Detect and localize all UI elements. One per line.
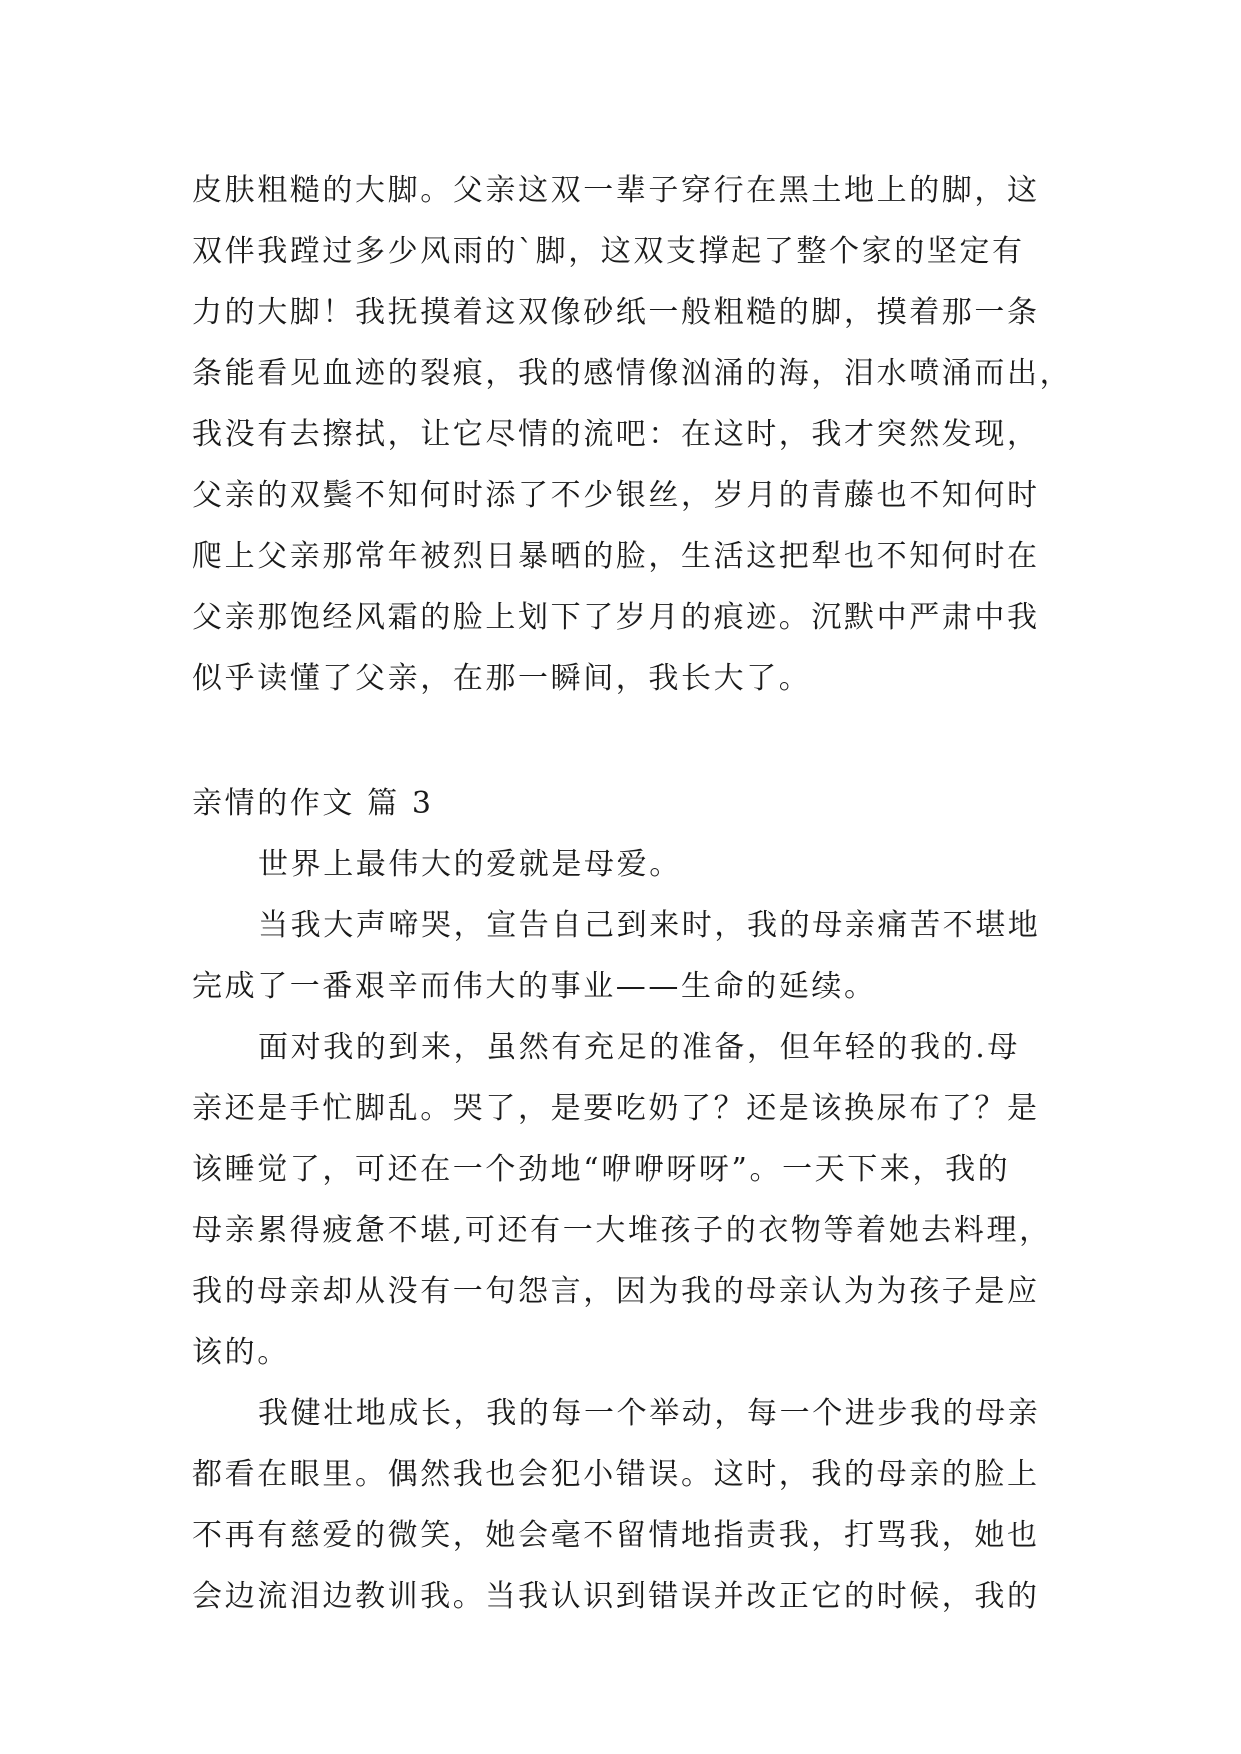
- text-line: 会边流泪边教训我。当我认识到错误并改正它的时候，我的: [192, 1579, 1040, 1614]
- previous-section-text: [192, 160, 1073, 709]
- text-line: 不再有慈爱的微笑，她会毫不留情地指责我，打骂我，她也: [192, 1518, 1040, 1553]
- paragraph-1: [192, 834, 1052, 895]
- text-line: 父亲那饱经风霜的脸上划下了岁月的痕迹。沉默中严肃中我: [192, 600, 1040, 635]
- text-line: 面对我的到来，虽然有充足的准备，但年轻的我的.母: [258, 1030, 1020, 1065]
- text-line: 我健壮地成长，我的每一个举动，每一个进步我的母亲: [258, 1396, 1041, 1431]
- paragraph-3: [192, 1017, 1052, 1383]
- section-gap: [192, 709, 1052, 773]
- text-line: 该的。: [192, 1335, 290, 1370]
- text-line: 爬上父亲那常年被烈日暴晒的脸，生活这把犁也不知何时在: [192, 539, 1040, 574]
- text-line: 完成了一番艰辛而伟大的事业——生命的延续。: [192, 969, 877, 1004]
- text-line: 似乎读懂了父亲，在那一瞬间，我长大了。: [192, 661, 812, 696]
- text-line: 双伴我蹚过多少风雨的`脚，这双支撑起了整个家的坚定有: [192, 234, 1025, 269]
- text-line: 亲还是手忙脚乱。哭了，是要吃奶了？还是该换尿布了？是: [192, 1091, 1040, 1126]
- text-line: 该睡觉了，可还在一个劲地“咿咿呀呀”。一天下来，我的: [192, 1152, 1011, 1187]
- text-line: 力的大脚！我抚摸着这双像砂纸一般粗糙的脚，摸着那一条: [192, 295, 1040, 330]
- text-line: 父亲的双鬓不知何时添了不少银丝，岁月的青藤也不知何时: [192, 478, 1040, 513]
- text-line: 当我大声啼哭，宣告自己到来时，我的母亲痛苦不堪地: [258, 908, 1041, 943]
- text-line: 母亲累得疲惫不堪,可还有一大堆孩子的衣物等着她去料理，: [192, 1213, 1052, 1248]
- text-line: 条能看见血迹的裂痕，我的感情像汹涌的海，泪水喷涌而出，: [192, 356, 1073, 391]
- paragraph-2: [192, 895, 1052, 1017]
- text-line: 皮肤粗糙的大脚。父亲这双一辈子穿行在黑土地上的脚，这: [192, 173, 1040, 208]
- text-line: 我没有去擦拭，让它尽情的流吧：在这时，我才突然发现，: [192, 417, 1040, 452]
- text-line: 我的母亲却从没有一句怨言，因为我的母亲认为为孩子是应: [192, 1274, 1040, 1309]
- paragraph-4: [192, 1383, 1052, 1627]
- text-line: 都看在眼里。偶然我也会犯小错误。这时，我的母亲的脸上: [192, 1457, 1040, 1492]
- section-heading: 亲情的作文 篇 3: [192, 786, 434, 821]
- text-line: 世界上最伟大的爱就是母爱。: [258, 847, 682, 882]
- document-page: [192, 160, 1073, 1627]
